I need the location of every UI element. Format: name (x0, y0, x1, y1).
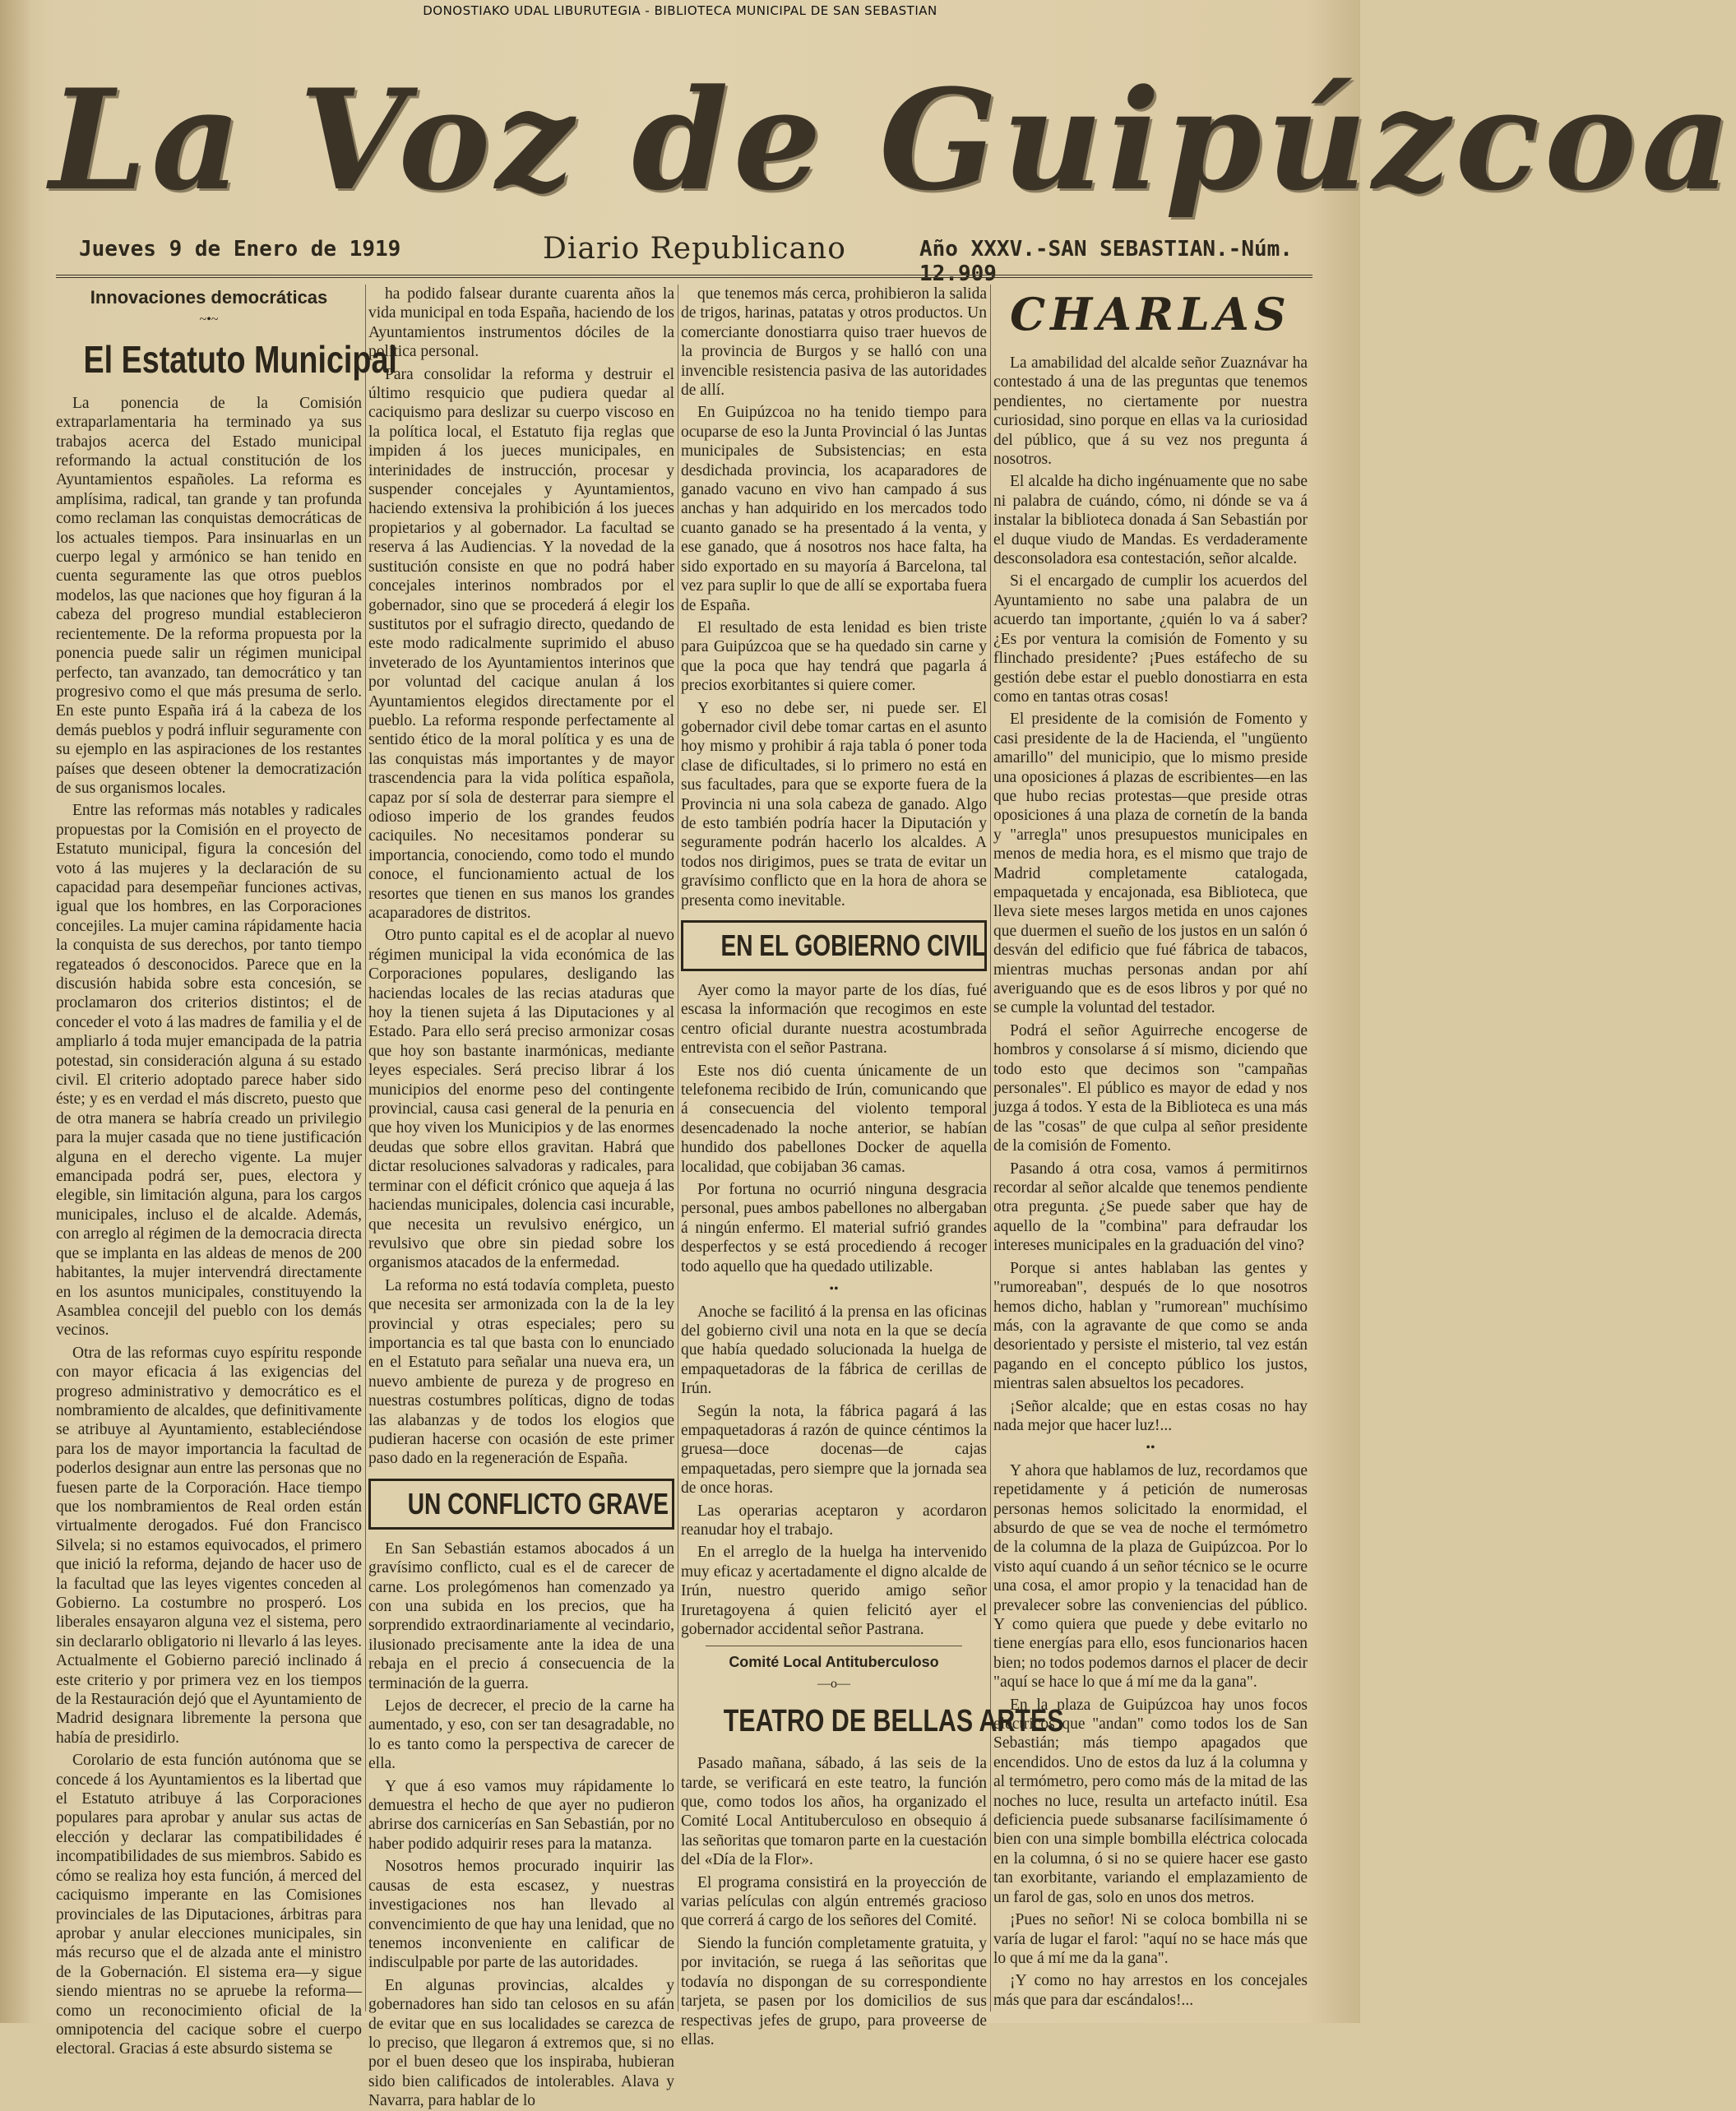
article-paragraph: En algunas provincias, alcaldes y gobernadores han sido tan celosos en su afán de evitar que en sus localidades se carezca de lo preciso, que llegaron á extremos que, si no por el buen deseo que los inspiraba, hubieran sido bien calificados de intolerables. Alava y Navarra, para hablar de lo (368, 1976, 674, 2110)
ornament-divider: —o— (817, 1676, 850, 1691)
article-paragraph: Entre las reformas más notables y radicales propuestas por la Comisión en el proyecto de Estatuto municipal, figura la concesión del voto á las mujeres y la declaración de su capacidad para desempeñar funciones activas, igual que los hombres, en las Corporaciones concejiles. La mujer camina rápidamente hacia la conquista de sus derechos, por tanto tiempo regateados ó desconocidos. Parece que en la discusión habida sobre esta concesión, se proclamaron dos criterios distintos; el de conceder el voto á las madres de familia y el de ampliarlo á toda mujer emancipada de la patria potestad, sin consideración alguna á su estado civil. El criterio adoptado parece haber sido éste; y es en verdad el más discreto, puesto que de otra manera se habría creado un privilegio para la mujer casada que no tiene justificación alguna en el derecho vigente. La mujer emancipada podrá ser, pues, electora y elegible, sin limitación alguna, para los cargos municipales, incluso el de alcalde. Además, con arreglo al régimen de la democracia directa que se implanta en las aldeas de menos de 200 habitantes, la mujer intervendrá directamente en los asuntos municipales, constituyendo la Asamblea concejil del pueblo con los demás vecinos. (56, 802, 362, 1340)
page-edge (0, 0, 30, 2023)
article-paragraph: Este nos dió cuenta únicamente de un telefonema recibido de Irún, comunicando que á consecuencia del violento temporal desencadenado la noche anterior, se habían hundido dos pabellones Docker de aquella localidad, que cobijaban 36 camas. (681, 1062, 987, 1176)
headline-text: EN EL GOBIERNO CIVIL (720, 928, 986, 962)
article-paragraph: Y ahora que hablamos de luz, recordamos que repetidamente y á petición de numerosas personas hemos solicitado la enormidad, el absurdo de que se vea de noche el termómetro de la columna de la plaza de Guipúzcoa. Por lo visto aquí cuando á un señor técnico se le ocurre una cosa, el amor propio y la tenacidad han de prevalecer sobre las conveniencias del público. Y como quiera que puede y debe evitarlo no tiene energías para ello, esos funcionarios hacen bien; no todos podemos darnos el placer de decir "aquí se hace lo que á mí me da la gana". (993, 1461, 1308, 1692)
article-paragraph: La ponencia de la Comisión extraparlamentaria ha terminado ya sus trabajos acerca del Estado municipal reformando la actual constitución de los Ayuntamientos españoles. La reforma es amplísima, radical, tan grande y tan profunda como reclaman las conquistas democráticas de los actuales tiempos. Para insinuarlas en un cuerpo legal y armónico se han tenido en cuenta seguramente las que otros pueblos modelos, las que naciones que hoy figuran á la cabeza del progreso mundial establecieron recientemente. De la reforma propuesta por la ponencia puede salir un régimen municipal perfecto, tan avanzado, tan democrático y tan progresivo como el que más presuma de serlo. En este punto España irá á la cabeza de los demás pueblos y podrá influir seguramente con su ejemplo en las aspiraciones de los restantes países que deseen obtener la democratización de sus organismos locales. (56, 394, 362, 797)
article-paragraph: Si el encargado de cumplir los acuerdos del Ayuntamiento no sabe una palabra de un acuerdo tan importante, ¿quién lo va á saber? ¿Es por ventura la comisión de Fomento y su flinchado presidente? ¡Pues estáfecho de su gestión debe estar el pueblo donostiarra en esta como en tantas otras cosas! (993, 572, 1308, 706)
issue-date: Jueves 9 de Enero de 1919 (79, 237, 401, 262)
article-headline (681, 920, 987, 971)
column-1 (56, 285, 397, 2058)
article-paragraph: La reforma no está todavía completa, puesto que necesita ser armonizada con la de la ley provincial y otras especiales; pero su importancia es tal que basta con lo enunciado en el Estatuto para señalar una nueva era, un nuevo ambiente de pureza y de progreso en nuestras costumbres políticas, digno de todas las alabanzas y de todos los elogios que pudieran hacerse con ocasión de este primer paso dado en la regeneración de España. (368, 1276, 674, 1468)
column-4 (993, 285, 1308, 2011)
article-headline (681, 1698, 1064, 1744)
article-paragraph: Porque si antes hablaban las gentes y "rumoreaban", después de lo que nosotros hemos dicho, hablan y "rumorean" muchísimo más, con la agravante de que como se anda desorientado y persiste el misterio, tal vez están pagando en el concepto público los justos, mientras salen absueltos los pecadores. (993, 1259, 1308, 1393)
article-paragraph: ¡Pues no señor! Ni se coloca bombilla ni se varía de lugar el farol: "aquí no se hace más que lo que á mí me da la gana". (993, 1911, 1308, 1967)
article-paragraph: El presidente de la comisión de Fomento y casi presidente de la de Hacienda, el "ungüento amarillo" del municipio, que lo mismo preside una oposiciones á plazas de escribientes—en las que hubo recias protestas—que preside otras oposiciones á una plaza de cornetín de la banda y "arregla" unos presupuestos municipales en menos de media hora, es el mismo que trajo de Madrid completamente catalogada, empaquetada y encajonada, esa Biblioteca, que lleva siete meses largos metida en unos cajones que duermen el sueño de los justos en un salón ó desván del edificio que fué fábrica de tabacos, mientras muchas personas andan por ahí averiguando que es de esos libros y por qué no se cumple la voluntad del testador. (993, 711, 1308, 1017)
article-paragraph: El resultado de esta lenidad es bien triste para Guipúzcoa que se ha quedado sin carne y que la poca que hay tendrá que pagarla á precios exorbitantes si quiere comer. (681, 618, 987, 695)
ornament-divider: ~•~ (199, 312, 219, 327)
dateline (58, 232, 1308, 286)
article-headline (368, 1479, 674, 1530)
masthead-rule (56, 275, 1312, 278)
article-kicker: Comité Local Antituberculoso (729, 1654, 939, 1671)
issue-number: Año XXXV.-SAN SEBASTIAN.-Núm. 12.909 (919, 237, 1293, 286)
article-paragraph: Siendo la función completamente gratuita, y por invitación, se ruega á las señoritas que todavía no dispongan de su correspondiente tarjeta, se pasen por los domicilios de sus respectivas jefes de grupo, para proveerse de ellas. (681, 1934, 987, 2049)
article-paragraph: que tenemos más cerca, prohibieron la salida de trigos, harinas, patatas y otros productos. Un comerciante donostiarra quiso traer huevos de la provincia de Burgos y se halló con una invencible resistencia pasiva de las autoridades de allí. (681, 285, 987, 400)
article-paragraph: En la plaza de Guipúzcoa hay unos focos eléctricos que "andan" como todos los de San Sebastián; más tiempo apagados que encendidos. Uno de estos da luz á la columna y al termómetro, pero como más de la mitad de las noches no luce, resulta un artefacto inútil. Esa deficiencia puede subsanarse facilísimamente ó bien con una simple bombilla eléctrica colocada en la columna, ó si no se quiere hacer ese gasto tan exorbitante, variando el emplazamiento de un farol de gas, solo en unos dos metros. (993, 1696, 1308, 1906)
article-paragraph: La amabilidad del alcalde señor Zuaznávar ha contestado á una de las preguntas que tenemos pendientes, no ciertamente por nuestra curiosidad, sino porque en ellas va la curiosidad del público, que á su vez nos pregunta á nosotros. (993, 354, 1308, 469)
headline-text: TEATRO DE BELLAS ARTES (723, 1704, 1064, 1739)
article-paragraph: ha podido falsear durante cuarenta años la vida municipal en toda España, haciendo de los Ayuntamientos instrumentos dóciles de la política personal. (368, 285, 674, 361)
article-headline: CHARLAS (1010, 288, 1291, 340)
ornament-divider: •• (829, 1282, 839, 1297)
article-kicker: Innovaciones democráticas (90, 287, 328, 308)
article-paragraph: Lejos de decrecer, el precio de la carne ha aumentado, y eso, con ser tan desagradable, no lo es tanto como la perspectiva de carecer de ella. (368, 1697, 674, 1773)
article-paragraph: Pasando á otra cosa, vamos á permitirnos recordar al señor alcalde que tenemos pendiente otra pregunta. ¿Se puede saber que hay de aquello de la "combina" para defraudar los intereses municipales en la graduación del vino? (993, 1160, 1308, 1255)
masthead-title: La Voz de Guipúzcoa (49, 58, 1736, 221)
column-divider (365, 285, 366, 2011)
article-paragraph: ¡Señor alcalde; que en estas cosas no hay nada mejor que hacer luz!... (993, 1397, 1308, 1434)
article-paragraph: Según la nota, la fábrica pagará á las empaquetadoras á razón de quince céntimos la gruesa—doce docenas—de cajas empaquetadas, pero siempre que la jornada sea de once horas. (681, 1402, 987, 1498)
column-3 (681, 285, 1064, 2049)
article-paragraph: Por fortuna no ocurrió ninguna desgracia personal, pues ambos pabellones no albergaban á ningún enfermo. El material sufrió grandes desperfectos y se está procediendo á recoger todo aquello que ha quedado utilizable. (681, 1181, 987, 1275)
article-paragraph: El programa consistirá en la proyección de varias películas con algún entremés gracioso que correrá á cargo de los señores del Comité. (681, 1873, 987, 1930)
article-paragraph: En San Sebastián estamos abocados á un gravísimo conflicto, cual es el de carecer de carne. Los prolegómenos han comenzado ya con una subida en los precios, que ha sorprendido extraordinariamente al vecindario, ilusionado precisamente ante la idea de una rebaja en el precio á consecuencia de la terminación de la guerra. (368, 1539, 674, 1692)
archive-banner: DONOSTIAKO UDAL LIBURUTEGIA - BIBLIOTECA MUNICIPAL DE SAN SEBASTIAN (423, 3, 937, 18)
article-paragraph: Y eso no debe ser, ni puede ser. El gobernador civil debe tomar cartas en el asunto hoy mismo y prohibir á raja tabla ó poner toda clase de dificultades, si lo primero no está en sus facultades, para que se exporte fuera de la Provincia ni una sola cabeza de ganado. Algo de esto también podría hacer la Diputación y seguramente podrán hacerlo los alcaldes. A todos nos dirigimos, pues se trata de evitar un gravísimo conflicto que en la hora de ahora se presenta como inevitable. (681, 699, 987, 910)
newspaper-subtitle: Diario Republicano (543, 232, 846, 266)
article-paragraph: En el arreglo de la huelga ha intervenido muy eficaz y acertadamente el digno alcalde de Irún, nuestro querido amigo señor Iruretagoyena á quien felicitó ayer el gobernador accidental señor Pastrana. (681, 1544, 987, 1638)
ornament-divider: •• (1146, 1441, 1155, 1456)
article-paragraph: Para consolidar la reforma y destruir el último resquicio que pudiera quedar al caciquismo para deslizar su cuerpo viscoso en la política local, el Estatuto fija reglas que impiden á los jueces municipales, en interinidades de instrucción, procesar y suspender concejales y Ayuntamientos, haciendo extensiva la prohibición á los jueces propietarios y al gobernador. La facultad se reserva á las Audiencias. Y la novedad de la sustitución consiste en que no podrá haber concejales interinos nombrados por el gobernador, sino que se procederá á elegir los sustitutos por el sufragio directo, quedando de este modo radicalmente suprimido el abuso inveterado de los Ayuntamientos interinos que por voluntad del cacique anulan á los Ayuntamientos elegidos directamente por el pueblo. La reforma responde perfectamente al sentido ético de la moral política y es una de las conquistas más importantes y de mayor trascendencia para la vida política española, capaz por sí sola de desterrar para siempre el odioso imperio de los grandes feudos caciquiles. No necesitamos ponderar su importancia, conociendo, como todo el mundo conoce, el funcionamiento actual de los resortes que tienen en sus manos los grandes acaparadores de distritos. (368, 365, 674, 922)
article-paragraph: ¡Y como no hay arrestos en los concejales más que para dar escándalos!... (993, 1972, 1308, 2009)
headline-text: UN CONFLICTO GRAVE (407, 1486, 669, 1521)
article-paragraph: El alcalde ha dicho ingénuamente que no sabe ni palabra de cuándo, cómo, ni dónde se va á instalar la biblioteca donada á San Sebastián por el duque viudo de Mandas. Es verdaderamente desconsoladora esa contestación, señor alcalde. (993, 473, 1308, 568)
article-paragraph: Ayer como la mayor parte de los días, fué escasa la información que recogimos en este centro oficial durante nuestra acostumbrada entrevista con el señor Pastrana. (681, 982, 987, 1058)
article-headline: El Estatuto Municipal (83, 337, 397, 381)
article-paragraph: Y que á eso vamos muy rápidamente lo demuestra el hecho de que ayer no pudieron abrirse dos carnicerías en San Sebastián, por no haber podido adquirir reses para la matanza. (368, 1777, 674, 1853)
article-paragraph: Otra de las reformas cuyo espíritu responde con mayor eficacia á las exigencias del progreso administrativo y democrático es el nombramiento de alcaldes, que definitivamente se atribuye al Ayuntamiento, estableciéndose para los de mayor importancia la facultad de poderlos designar aun entre las personas que no fuesen parte de la Corporación. Hace tiempo que los nombramientos de Real orden están virtualmente derogados. Fué don Francisco Silvela; si no estamos equivocados, el primero que inició la reforma, dejando de hacer uso de la facultad que las leyes vigentes conceden al Gobierno. La costumbre no prosperó. Los liberales ensayaron alguna vez el sistema, pero sin declararlo obligatorio ni llevarlo á las leyes. Actualmente el Gobierno pareció inclinado á este criterio y por primera vez en los tiempos de la Restauración dejó que el Ayuntamiento de Madrid designara libremente la persona que había de presidirlo. (56, 1344, 363, 1747)
article-paragraph: En Guipúzcoa no ha tenido tiempo para ocuparse de eso la Junta Provincial ó las Juntas municipales de Subsistencias; en esta desdichada provincia, los acaparadores de ganado vacuno en vivo han campado á sus anchas y han adquirido en los mercados todo cuanto ganado se ha presentado á la venta, y ese ganado, que á nosotros nos hace falta, ha sido exportado en su mayoría á Barcelona, tal vez para suplir lo que de allí se exportaba fuera de España. (681, 404, 987, 614)
article-paragraph: Otro punto capital es el de acoplar al nuevo régimen municipal la vida económica de las Corporaciones populares, desligando las haciendas locales de las recias ataduras que hoy la tienen sujeta á las Diputaciones y al Estado. Para ello será preciso armonizar cosas que hoy son bastante inarmónicas, mediante leyes especiales. Será preciso librar á los municipios del enorme peso del contingente provincial, causa casi general de la penuria en que hoy viven los Municipios y de las enormes deudas que sobre ellos gravitan. Habrá que dictar resoluciones salvadoras y radicales, para terminar con el déficit crónico que aqueja á las haciendas municipales, dolencia casi incurable, que necesita un revulsivo enérgico, un revulsivo que obre sin piedad sobre los organismos atacados de la enfermedad. (368, 927, 674, 1272)
column-divider (990, 285, 991, 2011)
article-paragraph: Pasado mañana, sábado, á las seis de la tarde, se verificará en este teatro, la función que, como todos los años, ha organizado el Comité Local Antituberculoso en obsequio á las señoritas que tomaron parte en la cuestación del «Día de la Flor». (681, 1755, 987, 1869)
article-paragraph: Las operarias aceptaron y acordaron reanudar hoy el trabajo. (681, 1502, 987, 1539)
article-paragraph: Nosotros hemos procurado inquirir las causas de esta escasez, y nuestras investigaciones nos han llevado al convencimiento de que hay una lenidad, que no tenemos inconveniente en calificar de indisculpable por parte de las autoridades. (368, 1858, 674, 1972)
article-paragraph: Corolario de esta función autónoma que se concede á los Ayuntamientos es la libertad que el Estatuto atribuye á las Corporaciones populares para aprobar y anular sus actas de elección y declarar las compatibilidades é incompatibilidades de sus miembros. Sabido es cómo se realiza hoy esta función, á merced del caciquismo imperante en las Comisiones provinciales de las Diputaciones, árbitras para aprobar y anular elecciones municipales, sin más recurso que el de alzada ante el ministro de la Gobernación. El sistema era—y sigue siendo mientras no se apruebe la reforma—como un reconocimiento oficial de la omnipotencia del cacique sobre el cuerpo electoral. Gracias á este absurdo sistema se (56, 1752, 362, 2058)
column-2 (368, 285, 674, 2110)
article-paragraph: Anoche se facilitó á la prensa en las oficinas del gobierno civil una nota en la que se decía que había quedado solucionada la huelga de empaquetadoras de la fábrica de cerillas de Irún. (681, 1303, 987, 1398)
article-paragraph: Podrá el señor Aguirreche encogerse de hombros y consolarse á sí mismo, diciendo que todo esto que decimos son "campañas personales". El público es mayor de edad y nos juzga á todos. Y esta de la Biblioteca es una más de las "cosas" de que culpa al señor presidente de la comisión de Fomento. (993, 1021, 1308, 1155)
